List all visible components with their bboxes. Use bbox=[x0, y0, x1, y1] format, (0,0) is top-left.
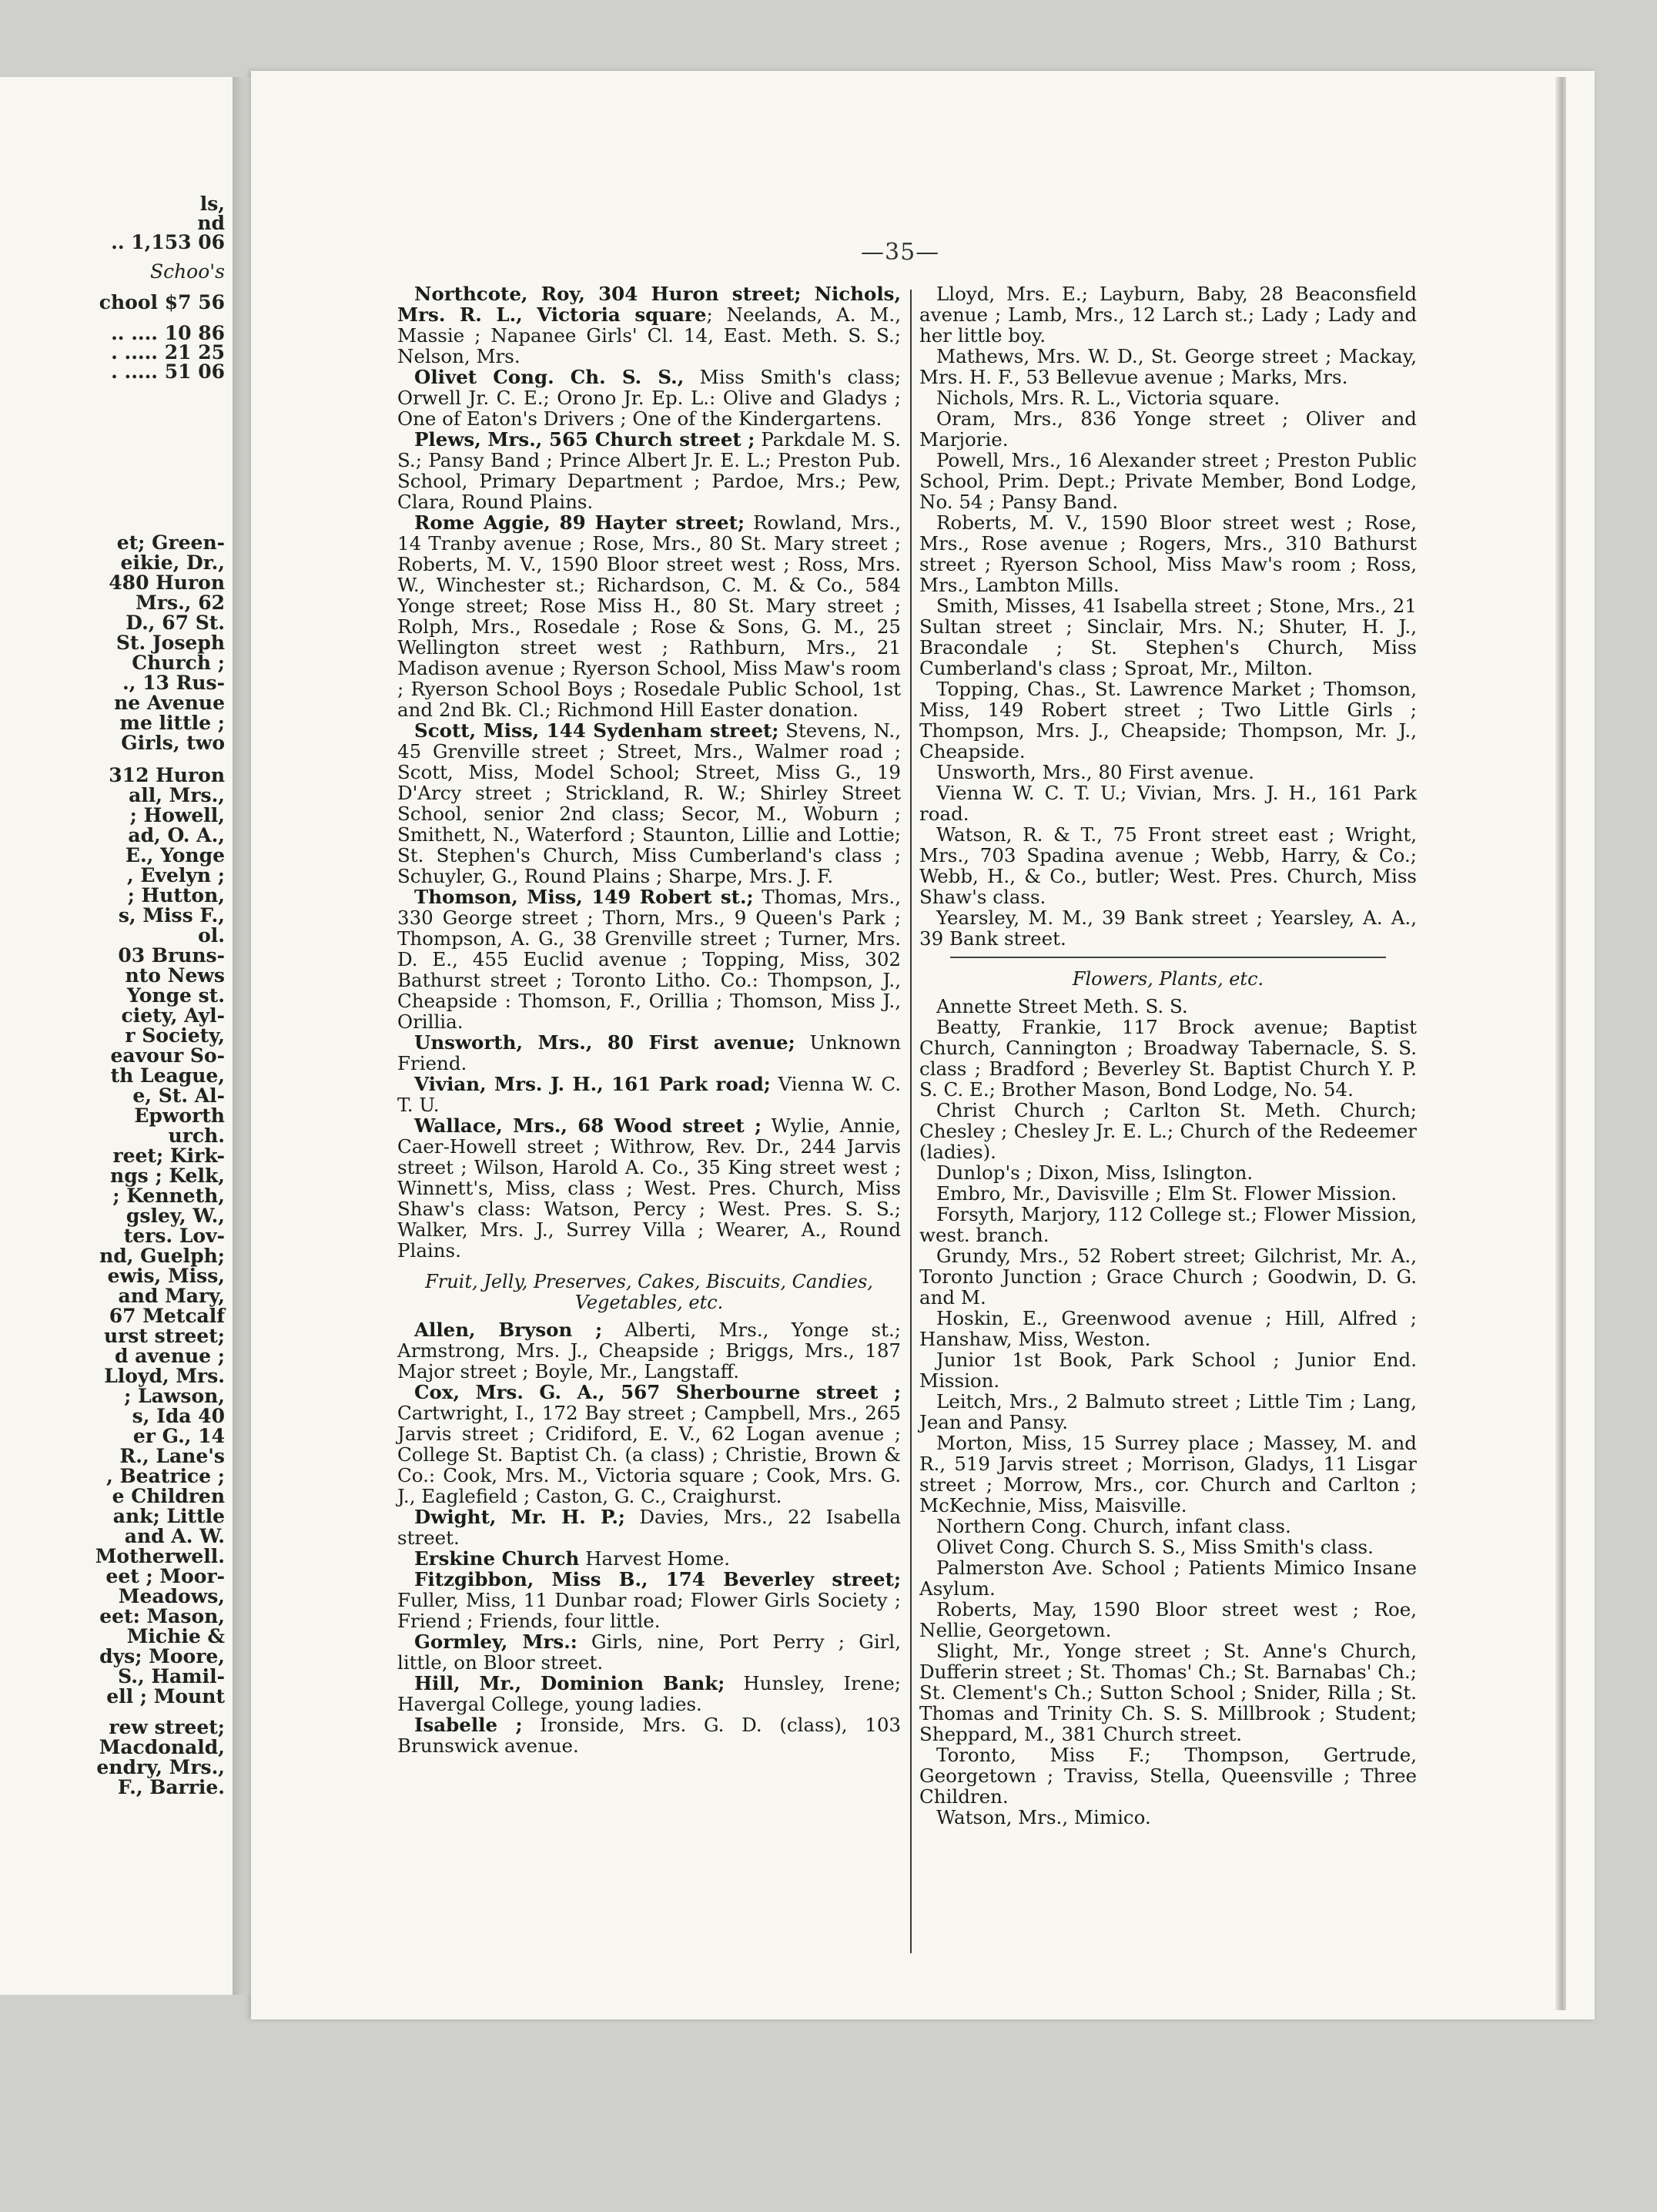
left-page-text-line: 03 Bruns- bbox=[118, 944, 225, 967]
left-page-text-line: ciety, Ayl- bbox=[121, 1004, 225, 1027]
left-page-text-line: nto News bbox=[125, 964, 225, 987]
left-page-text-line: chool $7 56 bbox=[99, 291, 225, 313]
left-page-text-line: ngs ; Kelk, bbox=[110, 1165, 225, 1187]
entry-text: Harvest Home. bbox=[579, 1547, 731, 1570]
entry-lead: Gormley, Mrs.: bbox=[414, 1631, 577, 1653]
page-edge bbox=[1555, 77, 1566, 2010]
left-page-text-line: ell ; Mount bbox=[106, 1685, 225, 1708]
entry-lead: Cox, Mrs. G. A., 567 Sherbourne street ; bbox=[414, 1381, 901, 1403]
donor-entry: Olivet Cong. Church S. S., Miss Smith's class. bbox=[936, 1536, 1374, 1558]
book-gutter bbox=[233, 77, 251, 1995]
left-page-text-line: me little ; bbox=[119, 712, 225, 734]
left-page-text-line: Macdonald, bbox=[99, 1736, 225, 1758]
donor-entry: Roberts, M. V., 1590 Bloor street west ; Rose, Mrs., Rose avenue ; Rogers, Mrs., 310 Bathurst street ; Ryerson School, Miss Maw's room ; Ross, Mrs., Lambton Mills. bbox=[919, 511, 1417, 596]
donor-entry: Topping, Chas., St. Lawrence Market ; Thomson, Miss, 149 Robert street ; Two Little Girls ; Thompson, Mrs. J., Cheapside; Thompson, Mr. J., Cheapside. bbox=[919, 678, 1417, 762]
donor-entry bbox=[397, 1569, 901, 1631]
donor-entry: Forsyth, Marjory, 112 College st.; Flower Mission, west. branch. bbox=[919, 1203, 1417, 1246]
donor-entry: Vienna W. C. T. U.; Vivian, Mrs. J. H., 161 Park road. bbox=[919, 782, 1417, 825]
column-divider bbox=[910, 290, 912, 1953]
entry-text: Alberti, Mrs., Yonge st.; Armstrong, Mrs. J., Cheapside ; Briggs, Mrs., 187 Major street ; Boyle, Mr., Langstaff. bbox=[397, 1319, 901, 1382]
donor-entry: Unsworth, Mrs., 80 First avenue. bbox=[936, 761, 1254, 783]
left-page-text-line: and A. W. bbox=[124, 1525, 225, 1547]
left-page-text-line: s, Miss F., bbox=[118, 904, 225, 927]
left-page-text-line: Lloyd, Mrs. bbox=[104, 1365, 225, 1387]
left-page-text-line: endry, Mrs., bbox=[96, 1756, 225, 1778]
donor-entry bbox=[397, 720, 901, 886]
donor-entry: Mathews, Mrs. W. D., St. George street ; Mackay, Mrs. H. F., 53 Bellevue avenue ; Marks, Mrs. bbox=[919, 345, 1417, 388]
left-page-text-line: reet; Kirk- bbox=[112, 1145, 225, 1167]
left-page-text-line: ., 13 Rus- bbox=[122, 672, 225, 694]
donor-entry bbox=[397, 1631, 901, 1673]
left-page-text-line: St. Joseph bbox=[115, 632, 225, 654]
left-page-text-line: nd bbox=[197, 212, 225, 234]
left-page-text-line: E., Yonge bbox=[125, 844, 225, 866]
donor-entry bbox=[397, 429, 901, 512]
donor-entry bbox=[397, 1548, 901, 1569]
donor-entry bbox=[397, 1507, 901, 1548]
left-page-text-line: Mrs., 62 bbox=[136, 592, 225, 614]
donor-entry bbox=[397, 367, 901, 429]
entry-lead: Rome Aggie, 89 Hayter street; bbox=[414, 511, 745, 534]
entry-lead: Thomson, Miss, 149 Robert st.; bbox=[414, 886, 754, 908]
donor-entry: Lloyd, Mrs. E.; Layburn, Baby, 28 Beaconsfield avenue ; Lamb, Mrs., 12 Larch st.; Lady ; Lady and her little boy. bbox=[919, 283, 1417, 347]
donor-entry bbox=[397, 512, 901, 720]
left-page-text-line: s, Ida 40 bbox=[132, 1405, 225, 1427]
left-page-text-line: urst street; bbox=[103, 1325, 225, 1347]
donor-entry: Powell, Mrs., 16 Alexander street ; Preston Public School, Prim. Dept.; Private Member, Bond Lodge, No. 54 ; Pansy Band. bbox=[919, 449, 1417, 513]
left-page-text-line: ; Hutton, bbox=[127, 884, 225, 907]
left-page-text-line: Girls, two bbox=[121, 732, 225, 754]
donor-entry: Slight, Mr., Yonge street ; St. Anne's Church, Dufferin street ; St. Thomas' Ch.; St. Barnabas' Ch.; St. Clement's Ch.; Sutton School ; Snider, Rilla ; St. Thomas and Trinity Ch. S. S. Millbrook ; Student; Sheppard, M., 381 Church street. bbox=[919, 1640, 1417, 1745]
left-page-text-line: e Children bbox=[112, 1485, 225, 1507]
left-column-entries bbox=[397, 283, 901, 1261]
right-column bbox=[919, 283, 1417, 1828]
donor-entry bbox=[397, 1382, 901, 1507]
left-page-text-line: Michie & bbox=[126, 1625, 225, 1647]
left-page-text-line: er G., 14 bbox=[132, 1425, 225, 1447]
left-page-text-line: gsley, W., bbox=[126, 1205, 225, 1227]
donor-entry bbox=[397, 1319, 901, 1382]
entry-text: Davies, Mrs., 22 Isabella street. bbox=[397, 1506, 901, 1549]
left-column bbox=[397, 283, 901, 1756]
entry-lead: Wallace, Mrs., 68 Wood street ; bbox=[414, 1114, 762, 1137]
left-page-text-line: rew street; bbox=[109, 1716, 225, 1738]
entry-lead: Allen, Bryson ; bbox=[414, 1319, 603, 1341]
left-page-text-line: 480 Huron bbox=[109, 571, 225, 594]
left-page-text-line: 312 Huron bbox=[109, 764, 225, 786]
donor-entry bbox=[397, 1074, 901, 1115]
entry-text: Hunsley, Irene; Havergal College, young ladies. bbox=[397, 1672, 901, 1715]
donor-entry: Yearsley, M. M., 39 Bank street ; Yearsley, A. A., 39 Bank street. bbox=[919, 907, 1417, 950]
left-page-text-line: Epworth bbox=[134, 1104, 225, 1127]
left-page-text-line: R., Lane's bbox=[119, 1445, 225, 1467]
entry-text: Ironside, Mrs. G. D. (class), 103 Brunswick avenue. bbox=[397, 1714, 901, 1757]
entry-lead: Isabelle ; bbox=[414, 1714, 523, 1736]
entry-text: Unknown Friend. bbox=[397, 1031, 901, 1074]
donor-entry: Annette Street Meth. S. S. bbox=[936, 995, 1188, 1017]
donor-entry: Hoskin, E., Greenwood avenue ; Hill, Alfred ; Hanshaw, Miss, Weston. bbox=[919, 1307, 1417, 1350]
donor-entry: Oram, Mrs., 836 Yonge street ; Oliver and Marjorie. bbox=[919, 407, 1417, 451]
section-title-fruit: Fruit, Jelly, Preserves, Cakes, Biscuits, Candies, Vegetables, etc. bbox=[425, 1271, 873, 1313]
donor-entry: Watson, R. & T., 75 Front street east ; Wright, Mrs., 703 Spadina avenue ; Webb, Harry, & Co.; Webb, H., & Co., butler; West. Pres. Church, Miss Shaw's class. bbox=[919, 823, 1417, 908]
donor-entry: Smith, Misses, 41 Isabella street ; Stone, Mrs., 21 Sultan street ; Sinclair, Mrs. N.; Shuter, H. J., Bracondale ; St. Stephen's Church, Miss Cumberland's class ; Sproat, Mr., Milton. bbox=[919, 595, 1417, 679]
donor-entry: Roberts, May, 1590 Bloor street west ; Roe, Nellie, Georgetown. bbox=[919, 1598, 1417, 1641]
donor-entry: Morton, Miss, 15 Surrey place ; Massey, M. and R., 519 Jarvis street ; Morrison, Gladys, 11 Lisgar street ; Morrow, Mrs., cor. Church and Carlton ; McKechnie, Miss, Maisville. bbox=[919, 1432, 1417, 1517]
left-page-text-line: Yonge st. bbox=[127, 984, 225, 1007]
entry-lead: Erskine Church bbox=[414, 1547, 580, 1570]
entry-text: Stevens, N., 45 Grenville street ; Street, Mrs., Walmer road ; Scott, Miss, Model School; Street, Miss G., 19 D'Arcy street ; Strickland, R. W.; Shirley Street School, senior 2nd class; Secor, M., Woburn ; Smithett, N., Waterford ; Staunton, Lillie and Lottie; St. Stephen's Church, Miss Cumberland's class ; Schuyler, G., Round Plains ; Sharpe, Mrs. J. F. bbox=[397, 719, 901, 887]
left-page-text-line: ; Lawson, bbox=[124, 1385, 225, 1407]
donor-entry: Christ Church ; Carlton St. Meth. Church; Chesley ; Chesley Jr. E. L.; Church of the Redeemer (ladies). bbox=[919, 1099, 1417, 1163]
donor-entry: Junior 1st Book, Park School ; Junior End. Mission. bbox=[919, 1349, 1417, 1392]
page-number: —35— bbox=[861, 239, 940, 266]
left-column-entries-fruit bbox=[397, 1319, 901, 1756]
left-page-text-line: S., Hamil- bbox=[118, 1665, 225, 1687]
left-page-text-line: , Evelyn ; bbox=[126, 864, 225, 886]
entry-text: ; Neelands, A. M., Massie ; Napanee Girls' Cl. 14, East. Meth. S. S.; Nelson, Mrs. bbox=[397, 303, 901, 367]
entry-text: Thomas, Mrs., 330 George street ; Thorn, Mrs., 9 Queen's Park ; Thompson, A. G., 38 Grenville street ; Turner, Mrs. D. E., 455 Euclid avenue ; Topping, Miss, 302 Bathurst street ; Toronto Litho. Co.: Thompson, J., Cheapside : Thomson, F., Orillia ; Thomson, Miss J., Orillia. bbox=[397, 886, 901, 1033]
donor-entry bbox=[397, 886, 901, 1032]
left-page-text-line: .. .... 10 86 bbox=[111, 322, 225, 344]
donor-entry: Dunlop's ; Dixon, Miss, Islington. bbox=[936, 1161, 1254, 1184]
left-page-text-line: ls, bbox=[199, 193, 225, 215]
left-page-text-line: th League, bbox=[110, 1064, 225, 1087]
left-page-text-line: ank; Little bbox=[112, 1505, 225, 1527]
left-page-text-line: Schoo's bbox=[149, 260, 225, 283]
left-page-text-line: ne Avenue bbox=[114, 692, 225, 714]
entry-lead: Plews, Mrs., 565 Church street ; bbox=[414, 428, 755, 451]
entry-text: Miss Smith's class; Orwell Jr. C. E.; Orono Jr. Ep. L.: Olive and Gladys ; One of Eaton's Drivers ; One of the Kindergartens. bbox=[397, 366, 901, 430]
left-page-text-line: r Society, bbox=[125, 1024, 225, 1047]
left-page-text-line: et; Green- bbox=[116, 531, 225, 554]
left-page-text-line: ; Kenneth, bbox=[112, 1185, 225, 1207]
entry-lead: Scott, Miss, 144 Sydenham street; bbox=[414, 719, 779, 742]
left-page-text-line: eet ; Moor- bbox=[105, 1565, 225, 1587]
entry-text: Fuller, Miss, 11 Dunbar road; Flower Girls Society ; Friend ; Friends, four little. bbox=[397, 1589, 901, 1632]
entry-lead: Vivian, Mrs. J. H., 161 Park road; bbox=[414, 1073, 771, 1095]
donor-entry: Leitch, Mrs., 2 Balmuto street ; Little Tim ; Lang, Jean and Pansy. bbox=[919, 1390, 1417, 1433]
entry-lead: Dwight, Mr. H. P.; bbox=[414, 1506, 625, 1528]
donor-entry bbox=[397, 283, 901, 367]
donor-entry: Watson, Mrs., Mimico. bbox=[936, 1806, 1151, 1828]
right-column-entries bbox=[919, 283, 1417, 949]
donor-entry bbox=[397, 1032, 901, 1074]
left-page-text-line: nd, Guelph; bbox=[99, 1245, 225, 1267]
left-page-text-line: dys; Moore, bbox=[99, 1645, 225, 1667]
left-page-text-line: ol. bbox=[198, 924, 225, 947]
left-page-text-line: eavour So- bbox=[110, 1044, 225, 1067]
entry-lead: Fitzgibbon, Miss B., 174 Beverley street; bbox=[414, 1568, 901, 1590]
donor-entry bbox=[397, 1673, 901, 1714]
left-page-text-line: urch. bbox=[168, 1124, 225, 1147]
left-page-text-line: and Mary, bbox=[118, 1285, 225, 1307]
left-page-text-line: ; Howell, bbox=[129, 804, 225, 826]
left-page-text-line: ad, O. A., bbox=[128, 824, 225, 846]
left-page-text-line: eikie, Dr., bbox=[120, 551, 225, 574]
left-page-text-line: . ..... 51 06 bbox=[111, 360, 225, 383]
left-page-fragment bbox=[0, 77, 233, 1995]
left-page-text-line: . ..... 21 25 bbox=[111, 341, 225, 364]
left-page-text-line: Meadows, bbox=[118, 1585, 225, 1607]
entry-text: Girls, nine, Port Perry ; Girl, little, on Bloor street. bbox=[397, 1631, 901, 1674]
entry-text: Cartwright, I., 172 Bay street ; Campbell, Mrs., 265 Jarvis street ; Cridiford, E. V., 62 Logan avenue ; College St. Baptist Ch. (a class) ; Christie, Brown & Co.: Cook, Mrs. M., Victoria square ; Cook, Mrs. G. J., Eaglefield ; Caston, G. C., Craighurst. bbox=[397, 1402, 901, 1507]
left-page-text-line: all, Mrs., bbox=[129, 784, 225, 806]
section-title-flowers: Flowers, Plants, etc. bbox=[1072, 968, 1264, 990]
left-page-text-line: D., 67 St. bbox=[126, 612, 225, 634]
section-rule bbox=[950, 957, 1386, 958]
donor-entry: Palmerston Ave. School ; Patients Mimico Insane Asylum. bbox=[919, 1557, 1417, 1600]
entry-text: Wylie, Annie, Caer-Howell street ; Withrow, Rev. Dr., 244 Jarvis street ; Wilson, Harold A. Co., 35 King street west ; Winnett's, Miss, class ; West. Pres. Church, Miss Shaw's class: Watson, Percy ; West. Pres. S. S.; Walker, Mrs. J., Surrey Villa ; Wearer, A., Round Plains. bbox=[397, 1114, 901, 1262]
right-column-entries-flowers bbox=[919, 996, 1417, 1828]
entry-text: Rowland, Mrs., 14 Tranby avenue ; Rose, Mrs., 80 St. Mary street ; Roberts, M. V., 1590 Bloor street west ; Ross, Mrs. W., Winchester st.; Richardson, C. M. & Co., 584 Yonge street; Rose Miss H., 80 St. Mary street ; Rolph, Mrs., Rosedale ; Rose & Sons, G. M., 25 Wellington street west ; Rathburn, Mrs., 21 Madison avenue ; Ryerson School, Miss Maw's room ; Ryerson School Boys ; Rosedale Public School, 1st and 2nd Bk. Cl.; Richmond Hill Easter donation. bbox=[397, 511, 902, 721]
donor-entry bbox=[397, 1714, 901, 1756]
left-page-text-line: e, St. Al- bbox=[132, 1084, 225, 1107]
donor-entry: Grundy, Mrs., 52 Robert street; Gilchrist, Mr. A., Toronto Junction ; Grace Church ; Goodwin, D. G. and M. bbox=[919, 1245, 1417, 1309]
left-page-text-line: Church ; bbox=[132, 652, 225, 674]
left-page-text-line: ters. Lov- bbox=[123, 1225, 225, 1247]
entry-lead: Unsworth, Mrs., 80 First avenue; bbox=[414, 1031, 795, 1054]
donor-entry: Northern Cong. Church, infant class. bbox=[936, 1515, 1291, 1537]
donor-entry bbox=[397, 1115, 901, 1261]
left-page-text-line: ewis, Miss, bbox=[107, 1265, 225, 1287]
entry-text: Parkdale M. S. S.; Pansy Band ; Prince Albert Jr. E. L.; Preston Pub. School, Primary Department ; Pardoe, Mrs.; Pew, Clara, Round Plains. bbox=[397, 428, 902, 513]
entry-text: Vienna W. C. T. U. bbox=[397, 1073, 901, 1116]
left-page-text-line: 67 Metcalf bbox=[109, 1305, 225, 1327]
left-page-text-line: eet: Mason, bbox=[99, 1605, 225, 1627]
entry-lead: Northcote, Roy, 304 Huron street; Nichols, Mrs. R. L., Victoria square bbox=[397, 283, 901, 326]
left-page-text-line: , Beatrice ; bbox=[106, 1465, 225, 1487]
entry-lead: Hill, Mr., Dominion Bank; bbox=[414, 1672, 725, 1694]
donor-entry: Toronto, Miss F.; Thompson, Gertrude, Georgetown ; Traviss, Stella, Queensville ; Three Children. bbox=[919, 1744, 1417, 1808]
left-page-text-line: d avenue ; bbox=[114, 1345, 225, 1367]
donor-entry: Embro, Mr., Davisville ; Elm St. Flower Mission. bbox=[936, 1182, 1398, 1205]
left-page-text-line: F., Barrie. bbox=[117, 1776, 225, 1798]
left-page-text-line: .. 1,153 06 bbox=[111, 231, 225, 253]
entry-lead: Olivet Cong. Ch. S. S., bbox=[414, 366, 685, 388]
left-page-text-line: Motherwell. bbox=[95, 1545, 225, 1567]
donor-entry: Nichols, Mrs. R. L., Victoria square. bbox=[936, 387, 1280, 409]
donor-entry: Beatty, Frankie, 117 Brock avenue; Baptist Church, Cannington ; Broadway Tabernacle, S. S. class ; Bradford ; Beverley St. Baptist Church Y. P. S. C. E.; Brother Mason, Bond Lodge, No. 54. bbox=[919, 1016, 1417, 1101]
